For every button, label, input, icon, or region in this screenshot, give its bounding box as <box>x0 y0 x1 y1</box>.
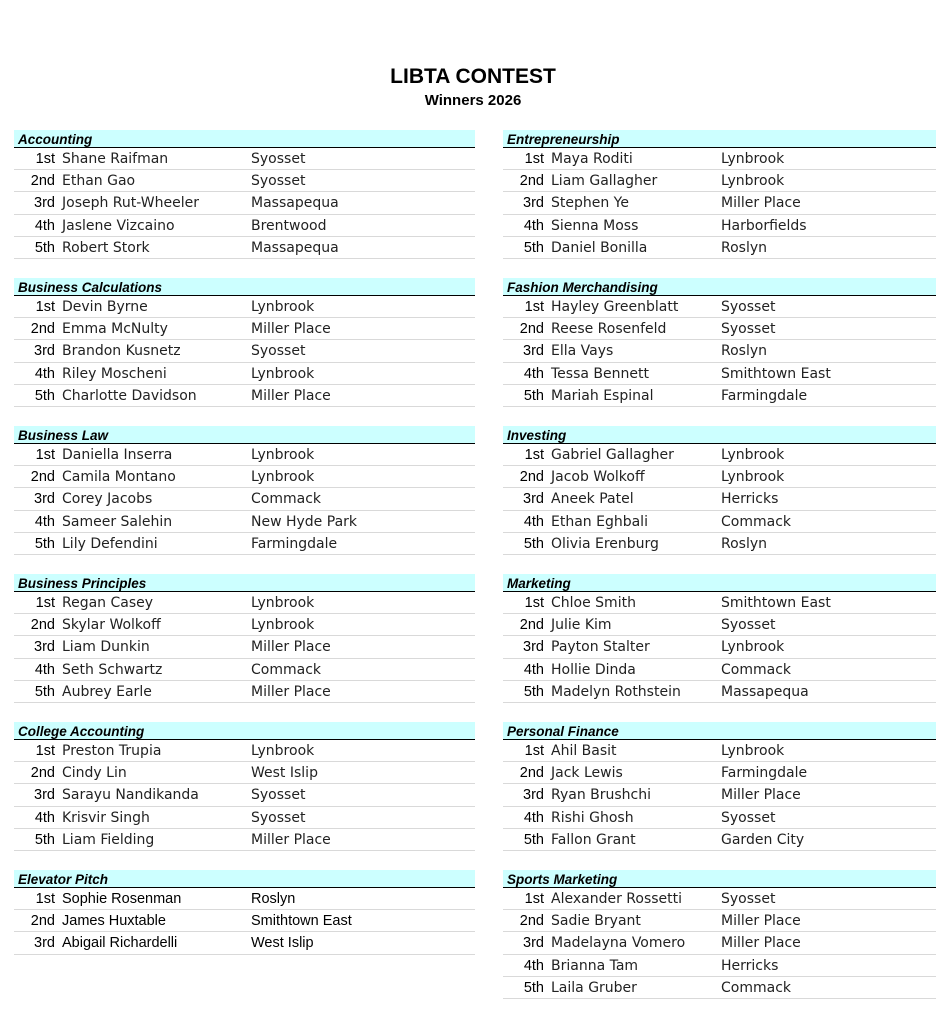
school-name: Lynbrook <box>721 447 785 463</box>
winner-row <box>14 659 475 681</box>
winner-row <box>14 170 475 192</box>
place-label: 3rd <box>34 787 55 804</box>
winner-row <box>14 215 475 237</box>
place-label: 5th <box>523 979 544 996</box>
place-label: 1st <box>35 447 55 463</box>
place-label: 3rd <box>34 639 55 656</box>
category-section <box>14 278 475 407</box>
winner-row <box>14 318 475 340</box>
winner-row <box>14 192 475 214</box>
place-label: 4th <box>523 217 544 234</box>
winner-row <box>503 318 936 340</box>
category-section <box>14 722 475 851</box>
category-section <box>503 722 936 851</box>
place-label: 3rd <box>34 491 55 508</box>
category-section <box>503 426 936 555</box>
place-label: 5th <box>34 831 55 848</box>
school-name: Syosset <box>251 151 306 167</box>
winner-name: Olivia Erenburg <box>551 535 659 552</box>
category-section <box>503 130 936 259</box>
category-section <box>503 278 936 407</box>
place-label: 3rd <box>523 639 544 656</box>
school-name: Miller Place <box>251 321 331 338</box>
winner-row <box>503 807 936 829</box>
school-name: West Islip <box>251 935 314 952</box>
place-label: 2nd <box>519 469 544 486</box>
winner-row <box>503 955 936 977</box>
place-label: 3rd <box>523 195 544 212</box>
place-label: 4th <box>523 957 544 974</box>
winner-name: Daniel Bonilla <box>551 239 648 256</box>
winner-row <box>14 910 475 932</box>
school-name: Miller Place <box>721 935 801 952</box>
winner-row <box>503 237 936 259</box>
school-name: Lynbrook <box>721 173 785 190</box>
category-section <box>503 870 936 999</box>
winner-row <box>503 488 936 510</box>
category-section <box>14 130 475 259</box>
winner-name: James Huxtable <box>62 913 166 930</box>
school-name: Herricks <box>721 957 779 974</box>
place-label: 5th <box>523 535 544 552</box>
place-label: 3rd <box>523 491 544 508</box>
winner-name: Shane Raifman <box>62 151 169 167</box>
place-label: 2nd <box>519 913 544 930</box>
school-name: Brentwood <box>251 217 327 234</box>
winner-name: Camila Montano <box>62 469 176 486</box>
place-label: 5th <box>523 683 544 700</box>
place-label: 4th <box>34 809 55 826</box>
winner-name: Seth Schwartz <box>62 661 163 678</box>
school-name: Syosset <box>721 321 776 338</box>
category-section <box>14 574 475 703</box>
winner-name: Ahil Basit <box>551 743 617 759</box>
category-header: Investing <box>503 426 936 444</box>
place-label: 4th <box>34 661 55 678</box>
winner-row <box>503 740 936 762</box>
school-name: Smithtown East <box>721 365 831 382</box>
place-label: 2nd <box>30 469 55 486</box>
place-label: 5th <box>523 239 544 256</box>
winner-row <box>14 511 475 533</box>
school-name: Commack <box>721 513 791 530</box>
school-name: Roslyn <box>721 239 768 256</box>
place-label: 5th <box>34 535 55 552</box>
winner-name: Sarayu Nandikanda <box>62 787 199 804</box>
winner-row <box>503 215 936 237</box>
school-name: Commack <box>251 661 321 678</box>
school-name: Farmingdale <box>251 535 338 552</box>
winner-name: Ethan Gao <box>62 173 136 190</box>
winner-name: Payton Stalter <box>551 639 650 656</box>
school-name: Syosset <box>251 787 306 804</box>
school-name: Miller Place <box>721 913 801 930</box>
winner-row <box>503 466 936 488</box>
winner-name: Sameer Salehin <box>62 513 173 530</box>
winner-name: Aneek Patel <box>551 491 634 508</box>
school-name: West Islip <box>251 765 318 782</box>
winner-row <box>14 681 475 703</box>
place-label: 4th <box>523 513 544 530</box>
winner-row <box>14 237 475 259</box>
place-label: 3rd <box>34 343 55 360</box>
place-label: 4th <box>34 365 55 382</box>
school-name: Syosset <box>251 343 306 360</box>
page-subtitle: Winners 2026 <box>424 92 522 109</box>
winner-row <box>503 511 936 533</box>
school-name: Massapequa <box>251 239 339 256</box>
winner-row <box>14 340 475 362</box>
winner-name: Preston Trupia <box>62 743 162 759</box>
winner-row <box>14 444 475 466</box>
school-name: Smithtown East <box>251 913 352 930</box>
winner-name: Ethan Eghbali <box>551 513 648 530</box>
place-label: 2nd <box>30 765 55 782</box>
school-name: Lynbrook <box>721 469 785 486</box>
winner-name: Hayley Greenblatt <box>551 299 679 315</box>
place-label: 3rd <box>523 787 544 804</box>
school-name: Garden City <box>721 831 805 848</box>
place-label: 1st <box>524 151 544 167</box>
winner-row <box>14 533 475 555</box>
winner-row <box>503 170 936 192</box>
category-header: Entrepreneurship <box>503 130 936 148</box>
school-name: Roslyn <box>251 891 296 907</box>
place-label: 3rd <box>523 935 544 952</box>
winner-name: Jack Lewis <box>551 765 623 782</box>
school-name: Commack <box>721 661 791 678</box>
winner-row <box>14 614 475 636</box>
winner-row <box>503 592 936 614</box>
school-name: Lynbrook <box>721 743 785 759</box>
place-label: 2nd <box>30 913 55 930</box>
winner-row <box>503 533 936 555</box>
winner-name: Ryan Brushchi <box>551 787 652 804</box>
winner-row <box>503 888 936 910</box>
winner-name: Hollie Dinda <box>551 661 636 678</box>
category-header: Business Calculations <box>14 278 475 296</box>
winner-name: Devin Byrne <box>62 299 148 315</box>
place-label: 4th <box>34 513 55 530</box>
school-name: Roslyn <box>721 343 768 360</box>
school-name: New Hyde Park <box>251 513 358 530</box>
winner-name: Lily Defendini <box>62 535 158 552</box>
winner-row <box>503 829 936 851</box>
place-label: 1st <box>35 299 55 315</box>
school-name: Syosset <box>721 809 776 826</box>
winner-row <box>14 363 475 385</box>
winner-row <box>503 296 936 318</box>
winner-name: Gabriel Gallagher <box>551 447 674 463</box>
place-label: 5th <box>34 239 55 256</box>
school-name: Massapequa <box>721 683 809 700</box>
winner-row <box>14 740 475 762</box>
winner-row <box>14 888 475 910</box>
school-name: Harborfields <box>721 217 807 234</box>
category-header: College Accounting <box>14 722 475 740</box>
winner-name: Krisvir Singh <box>62 809 150 826</box>
school-name: Miller Place <box>251 683 331 700</box>
school-name: Lynbrook <box>721 151 785 167</box>
winner-name: Abigail Richardelli <box>62 935 178 952</box>
winner-row <box>503 340 936 362</box>
school-name: Miller Place <box>251 639 331 656</box>
winner-row <box>503 148 936 170</box>
winner-row <box>503 385 936 407</box>
place-label: 1st <box>35 891 55 907</box>
school-name: Herricks <box>721 491 779 508</box>
winner-row <box>14 385 475 407</box>
winner-row <box>14 466 475 488</box>
school-name: Commack <box>251 491 321 508</box>
winner-row <box>503 977 936 999</box>
school-name: Farmingdale <box>721 387 808 404</box>
winner-name: Laila Gruber <box>551 979 637 996</box>
winner-row <box>14 148 475 170</box>
place-label: 3rd <box>34 935 55 952</box>
winner-row <box>503 762 936 784</box>
place-label: 1st <box>524 447 544 463</box>
winner-name: Reese Rosenfeld <box>551 321 667 338</box>
category-section <box>503 574 936 703</box>
winner-row <box>14 762 475 784</box>
place-label: 4th <box>523 809 544 826</box>
winner-name: Maya Roditi <box>551 151 633 167</box>
category-header: Elevator Pitch <box>14 870 475 888</box>
place-label: 2nd <box>519 617 544 634</box>
place-label: 3rd <box>523 343 544 360</box>
place-label: 3rd <box>34 195 55 212</box>
school-name: Lynbrook <box>251 617 315 634</box>
winner-row <box>14 807 475 829</box>
school-name: Miller Place <box>251 387 331 404</box>
school-name: Lynbrook <box>251 595 315 611</box>
place-label: 5th <box>34 387 55 404</box>
winner-name: Brianna Tam <box>551 957 639 974</box>
winner-name: Chloe Smith <box>551 595 636 611</box>
place-label: 5th <box>523 387 544 404</box>
winner-row <box>503 192 936 214</box>
place-label: 5th <box>523 831 544 848</box>
winner-name: Brandon Kusnetz <box>62 343 181 360</box>
winner-row <box>14 829 475 851</box>
winner-row <box>503 444 936 466</box>
place-label: 2nd <box>519 321 544 338</box>
winner-name: Jaslene Vizcaino <box>62 217 175 234</box>
place-label: 1st <box>524 743 544 759</box>
category-header: Marketing <box>503 574 936 592</box>
school-name: Commack <box>721 979 791 996</box>
winner-name: Cindy Lin <box>62 765 127 782</box>
winner-name: Sadie Bryant <box>551 913 641 930</box>
winner-name: Madelayna Vomero <box>551 935 686 952</box>
school-name: Farmingdale <box>721 765 808 782</box>
place-label: 2nd <box>30 173 55 190</box>
winner-name: Rishi Ghosh <box>551 809 634 826</box>
winner-name: Riley Moscheni <box>62 365 167 382</box>
category-section <box>14 870 475 955</box>
winner-row <box>503 681 936 703</box>
school-name: Miller Place <box>721 787 801 804</box>
school-name: Lynbrook <box>251 469 315 486</box>
winner-name: Corey Jacobs <box>62 491 153 508</box>
winner-name: Mariah Espinal <box>551 387 654 404</box>
place-label: 2nd <box>30 617 55 634</box>
page-title: LIBTA CONTEST <box>390 65 556 88</box>
place-label: 2nd <box>519 765 544 782</box>
winner-row <box>503 784 936 806</box>
winner-name: Joseph Rut-Wheeler <box>62 195 199 212</box>
category-section <box>14 426 475 555</box>
winner-row <box>14 636 475 658</box>
winner-name: Daniella Inserra <box>62 447 173 463</box>
school-name: Lynbrook <box>251 365 315 382</box>
winner-name: Alexander Rossetti <box>551 891 683 907</box>
school-name: Miller Place <box>721 195 801 212</box>
winner-name: Regan Casey <box>62 595 154 611</box>
winner-name: Liam Fielding <box>62 831 155 848</box>
school-name: Lynbrook <box>251 299 315 315</box>
winner-name: Fallon Grant <box>551 831 636 848</box>
place-label: 4th <box>523 661 544 678</box>
winner-name: Sienna Moss <box>551 217 639 234</box>
winner-row <box>503 932 936 954</box>
school-name: Syosset <box>251 173 306 190</box>
school-name: Syosset <box>721 299 776 315</box>
winner-row <box>503 636 936 658</box>
category-header: Sports Marketing <box>503 870 936 888</box>
winner-row <box>14 296 475 318</box>
school-name: Syosset <box>721 891 776 907</box>
winner-name: Ella Vays <box>551 343 614 360</box>
school-name: Lynbrook <box>721 639 785 656</box>
school-name: Massapequa <box>251 195 339 212</box>
winner-name: Sophie Rosenman <box>62 891 182 907</box>
category-header: Fashion Merchandising <box>503 278 936 296</box>
school-name: Miller Place <box>251 831 331 848</box>
category-header: Accounting <box>14 130 475 148</box>
winner-row <box>14 592 475 614</box>
school-name: Smithtown East <box>721 595 831 611</box>
winner-row <box>14 784 475 806</box>
place-label: 1st <box>35 595 55 611</box>
winner-name: Jacob Wolkoff <box>551 469 645 486</box>
winner-name: Julie Kim <box>551 617 612 634</box>
school-name: Roslyn <box>721 535 768 552</box>
place-label: 4th <box>34 217 55 234</box>
place-label: 2nd <box>519 173 544 190</box>
winner-name: Liam Dunkin <box>62 639 150 656</box>
place-label: 1st <box>524 299 544 315</box>
winner-row <box>14 932 475 954</box>
winner-row <box>503 659 936 681</box>
place-label: 1st <box>524 595 544 611</box>
winner-row <box>14 488 475 510</box>
place-label: 1st <box>35 743 55 759</box>
winner-row <box>503 614 936 636</box>
winner-name: Stephen Ye <box>551 195 629 212</box>
winner-name: Robert Stork <box>62 239 150 256</box>
winner-name: Liam Gallagher <box>551 173 658 190</box>
winner-name: Skylar Wolkoff <box>62 617 161 634</box>
place-label: 1st <box>35 151 55 167</box>
winner-row <box>503 363 936 385</box>
school-name: Syosset <box>251 809 306 826</box>
category-header: Business Principles <box>14 574 475 592</box>
winner-row <box>503 910 936 932</box>
category-header: Business Law <box>14 426 475 444</box>
winner-name: Charlotte Davidson <box>62 387 197 404</box>
winner-name: Emma McNulty <box>62 321 168 338</box>
school-name: Lynbrook <box>251 447 315 463</box>
category-header: Personal Finance <box>503 722 936 740</box>
winner-name: Aubrey Earle <box>62 683 152 700</box>
winner-name: Madelyn Rothstein <box>551 683 681 700</box>
school-name: Lynbrook <box>251 743 315 759</box>
winner-name: Tessa Bennett <box>551 365 649 382</box>
school-name: Syosset <box>721 617 776 634</box>
place-label: 5th <box>34 683 55 700</box>
place-label: 4th <box>523 365 544 382</box>
place-label: 2nd <box>30 321 55 338</box>
place-label: 1st <box>524 891 544 907</box>
